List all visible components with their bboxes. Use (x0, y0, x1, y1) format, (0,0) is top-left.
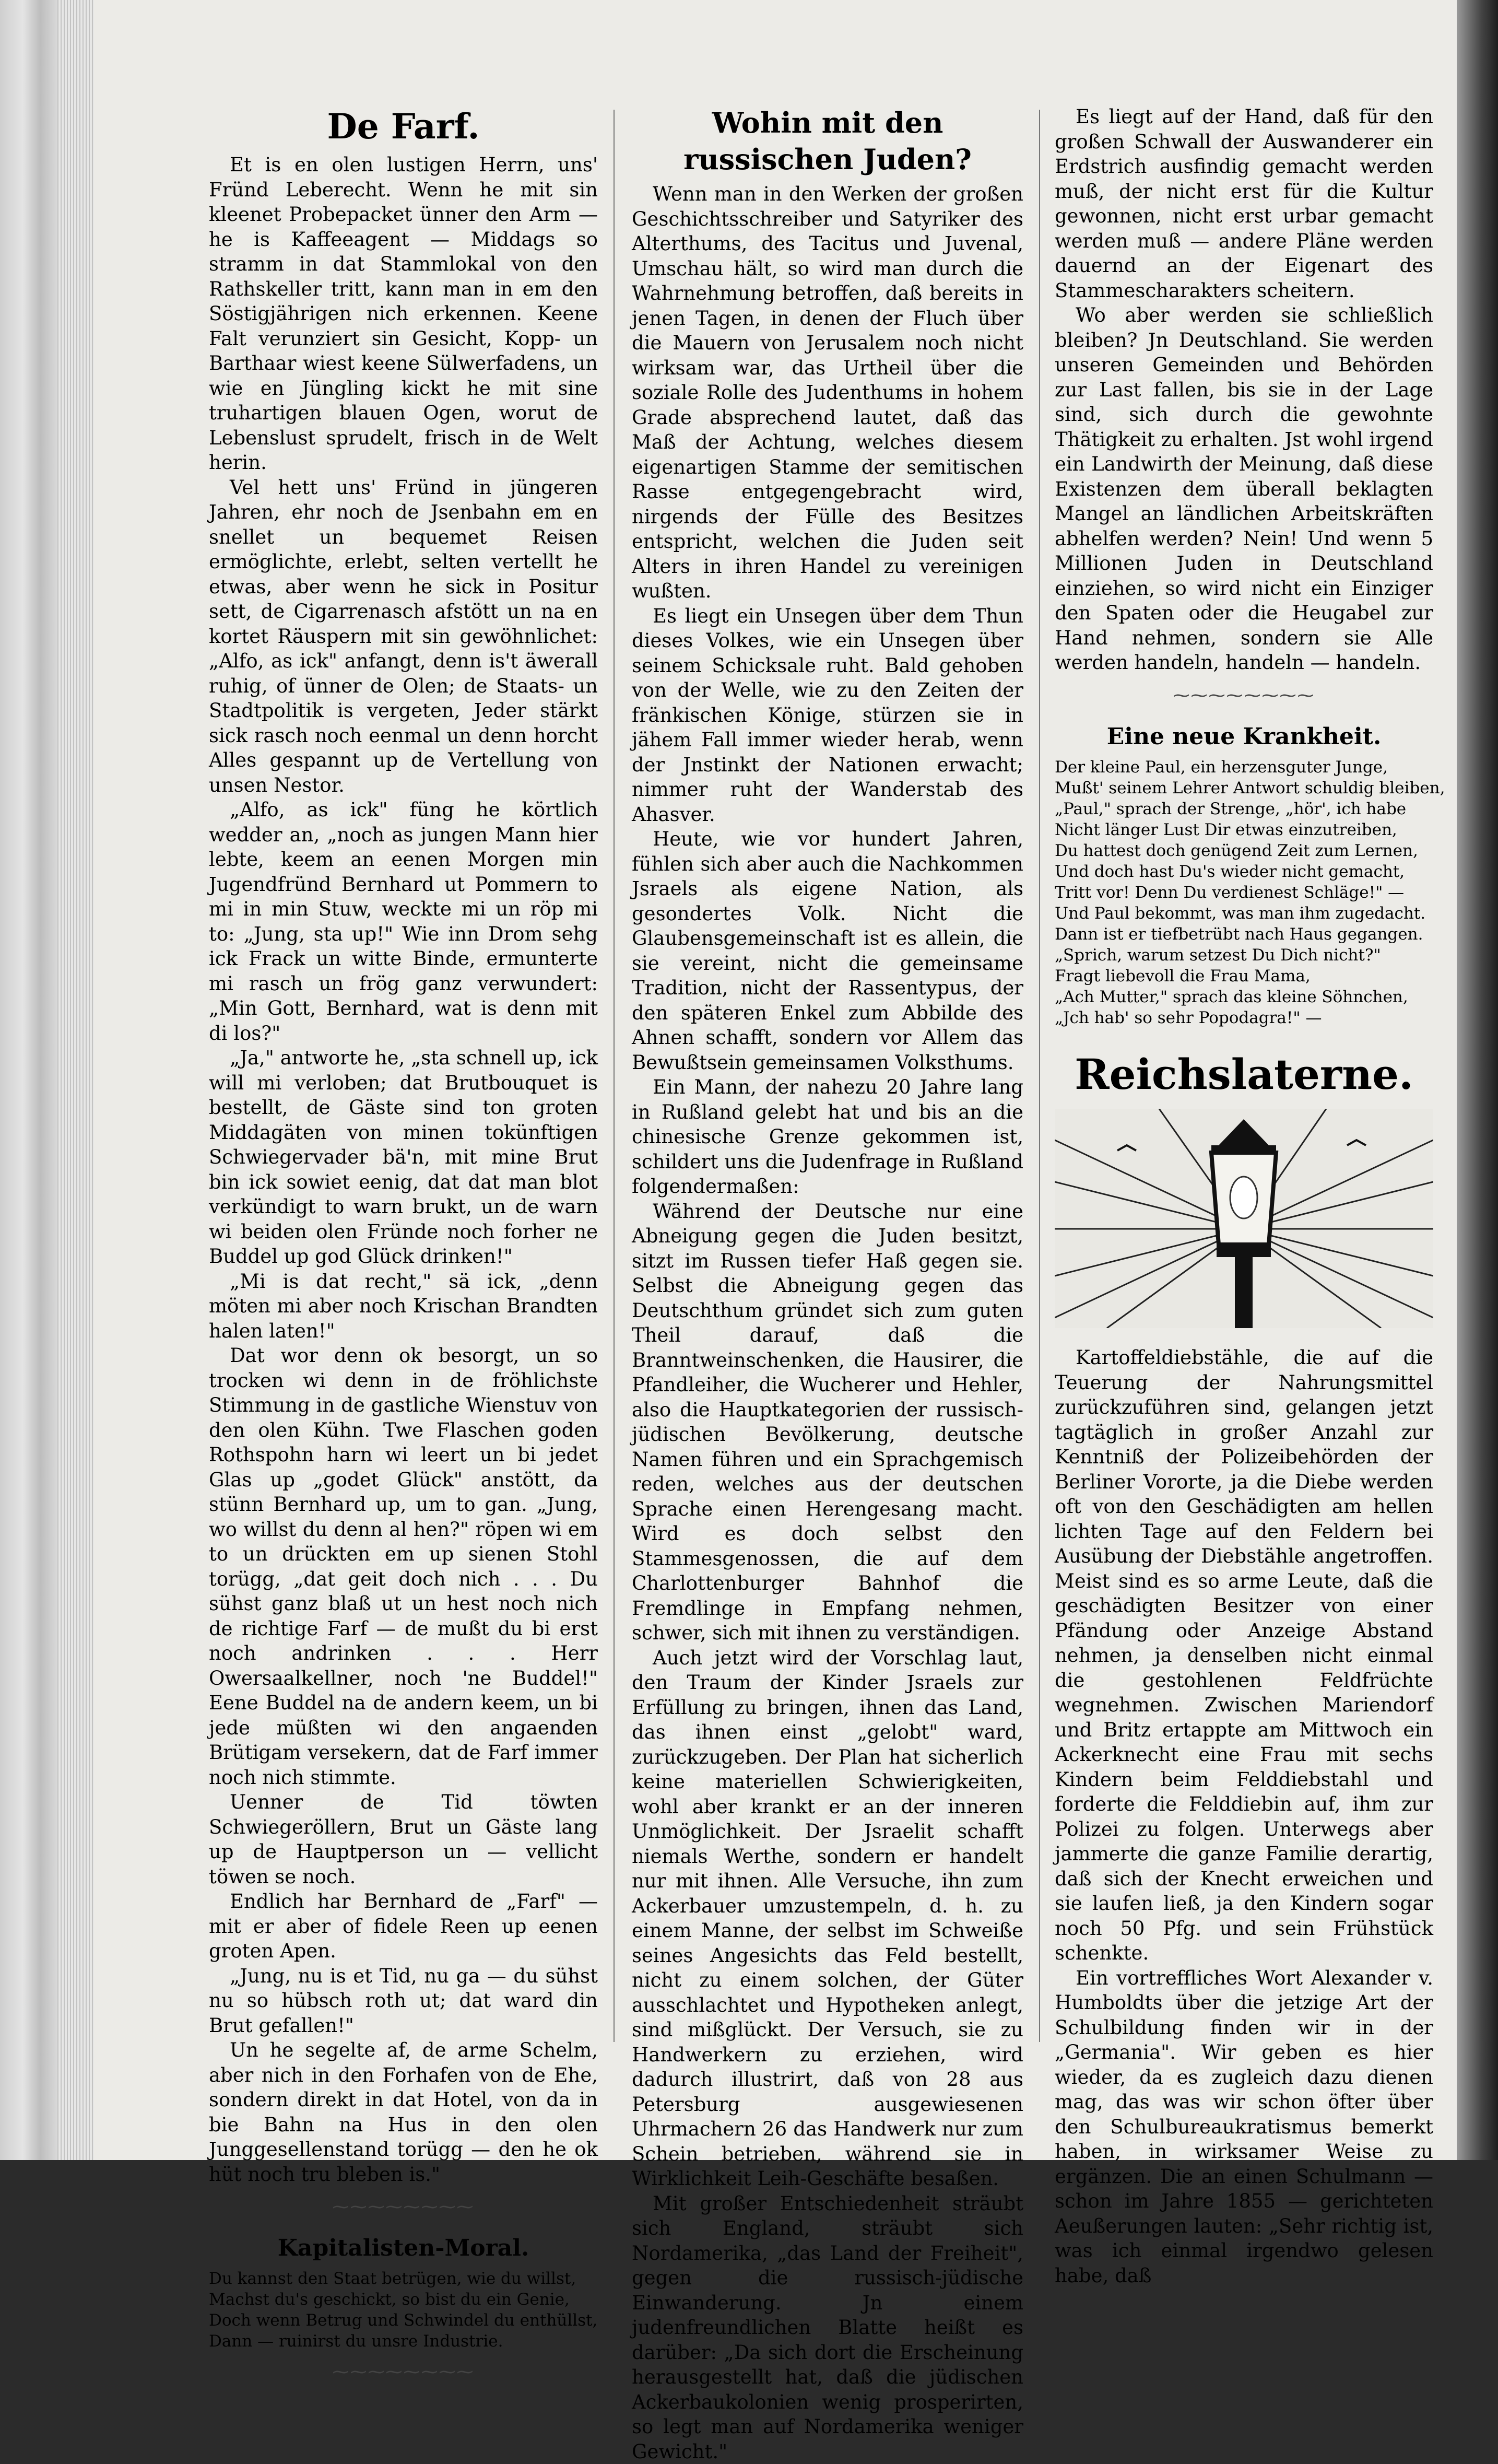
paragraph: Wo aber werden sie schließlich bleiben? Jn Deutschland. Sie werden unseren Gemeinden und Behörden zur Last fallen, bis sie in der Lage sind, sich durch die gewohnte Thätigkeit zu erhalten. Jst wohl irgend ein Landwirth der Meinung, daß diese Existenzen dem überall beklagten Mangel an ländlichen Arbeitskräften abhelfen werden? Nein! Und wenn 5 Millionen Juden in Deutschland einziehen, so wird nicht ein Einziger den Spaten oder die Heugabel zur Hand nehmen, sondern sie Alle werden handeln, handeln — handeln. (1055, 303, 1433, 675)
poem-line: Tritt vor! Denn Du verdienest Schläge!" — (1055, 882, 1433, 903)
paragraph: Endlich har Bernhard de „Farf" — mit er aber of fidele Reen up eenen groten Apen. (209, 1889, 598, 1964)
poem-line: Nicht länger Lust Dir etwas einzutreiben, (1055, 819, 1433, 840)
poem-line: Fragt liebevoll die Frau Mama, (1055, 966, 1433, 987)
paragraph: Während der Deutsche nur eine Abneigung gegen die Juden besitzt, sitzt im Russen tiefer Haß gegen sie. Selbst die Abneigung gegen das Deutschthum gründet sich zum guten Theil darauf, daß die Branntweinschenken, die Hausirer, die Pfandleiher, die Wucherer und Hehler, also die Hauptkategorien der russisch-jüdischen Bevölkerung, deutsche Namen führen und ein Sprachgemisch reden, welches aus der deutschen Sprache einen Herengesang macht. Wird es doch selbst den Stammesgenossen, die auf dem Charlottenburger Bahnhof die Fremdlinge in Empfang nehmen, schwer, sich mit ihnen zu verständigen. (632, 1199, 1023, 1646)
divider-ornament: ⁓⁓⁓⁓⁓⁓⁓⁓ (209, 2361, 598, 2382)
poem-line: Du kannst den Staat betrügen, wie du willst, (209, 2268, 598, 2289)
paragraph: Et is en olen lustigen Herrn, uns' Fründ Leberecht. Wenn he mit sin kleenet Probepacket ünner den Arm — he is Kaffeeagent — Middags so stramm in dat Stammlokal von den Rathskeller tritt, kann man in em den Söstigjährigen nich erkennen. Keene Falt verunziert sin Gesicht, Kopp- un Barthaar wiest keene Sülwerfadens, un wie en Jüngling kickt he mit sine truhartigen blauen Ogen, worut de Lebenslust sprudelt, frisch in de Welt herin. (209, 152, 598, 475)
poem-line: „Paul," sprach der Strenge, „hör', ich habe (1055, 799, 1433, 819)
divider-ornament: ⁓⁓⁓⁓⁓⁓⁓⁓ (209, 2196, 598, 2217)
poem (209, 2268, 598, 2352)
paragraph: Ein Mann, der nahezu 20 Jahre lang in Rußland gelebt hat und bis an die chinesische Grenze gekommen ist, schildert uns die Judenfrage in Rußland folgendermaßen: (632, 1075, 1023, 1199)
poem-line: Der kleine Paul, ein herzensguter Junge, (1055, 757, 1433, 778)
subhead-neue-krankheit: Eine neue Krankheit. (1055, 721, 1433, 753)
paragraph: Mit großer Entschiedenheit sträubt sich England, sträubt sich Nordamerika, „das Land der Freiheit", gegen die russisch-jüdische Einwanderung. Jn einem judenfreundlichen Blatte heißt es darüber: „Da sich dort die Erscheinung herausgestellt hat, daß die jüdischen Ackerbaukolonien wenig prosperirten, so legt man auf Nordamerika weniger Gewicht." (632, 2191, 1023, 2464)
poem-line: „Sprich, warum setzest Du Dich nicht?" (1055, 945, 1433, 966)
poem (1055, 757, 1433, 1028)
poem-line: Mußt' seinem Lehrer Antwort schuldig bleiben, (1055, 778, 1433, 799)
poem-line: Dann ist er tiefbetrübt nach Haus gegangen. (1055, 924, 1433, 945)
subhead-kapitalisten-moral: Kapitalisten-Moral. (209, 2233, 598, 2264)
poem-line: Dann — ruinirst du unsre Industrie. (209, 2331, 598, 2352)
paragraph: Kartoffeldiebstähle, die auf die Teuerung der Nahrungsmittel zurückzuführen sind, gelangen jetzt tagtäglich in großer Anzahl zur Kenntniß der Polizeibehörden der Berliner Vororte, ja die Diebe werden oft von den Geschädigten am hellen lichten Tage auf den Feldern bei Ausübung der Diebstähle angetroffen. Meist sind es so arme Leute, daß die geschädigten Besitzer von einer Pfändung oder Anzeige Abstand nehmen, ja denselben nicht einmal die gestohlenen Feldfrüchte wegnehmen. Zwischen Mariendorf und Britz ertappte am Mittwoch ein Ackerknecht eine Frau mit sechs Kindern beim Felddiebstahl und forderte die Felddiebin auf, ihm zur Polizei zu folgen. Unterwegs aber jammerte die ganze Familie derartig, daß sich der Knecht erweichen und sie laufen ließ, ja den Kindern sogar noch 50 Pfg. und sein Frühstück schenkte. (1055, 1345, 1433, 1966)
section-title-reichslaterne: Reichslaterne. (1055, 1049, 1433, 1099)
column-1 (209, 104, 598, 2391)
poem-line: Und Paul bekommt, was man ihm zugedacht. (1055, 903, 1433, 924)
column-rule-2 (1039, 110, 1040, 2042)
lantern-illustration (1055, 1109, 1433, 1328)
paragraph: „Ja," antworte he, „sta schnell up, ick will mi verloben; dat Brutbouquet is bestellt, de Gäste sind ton groten Middagäten von minen tokünftigen Schwiegervader bä'n, mit mine Brut bin ick sowiet eenig, dat dat man blot verkündigt to warn brukt, un de warn wi beiden olen Fründe noch forher ne Buddel up god Glück drinken!" (209, 1046, 598, 1269)
poem-line: „Ach Mutter," sprach das kleine Söhnchen, (1055, 987, 1433, 1007)
paragraph: „Jung, nu is et Tid, nu ga — du sühst nu so hübsch roth ut; dat ward din Brut gefallen!" (209, 1964, 598, 2038)
binding-edge (0, 0, 57, 2160)
column-2 (632, 104, 1023, 2464)
column-rule-1 (614, 110, 615, 2042)
paragraph: Es liegt auf der Hand, daß für den großen Schwall der Auswanderer ein Erdstrich ausfindig gemacht werden muß, der nicht erst für die Kultur gewonnen, nicht erst urbar gemacht werden muß — andere Pläne werden dauernd an der Eigenart des Stammescharakters scheitern. (1055, 104, 1433, 303)
stacked-pages-edge (57, 0, 94, 2160)
paragraph: Ein vortreffliches Wort Alexander v. Humboldts über die jetzige Art der Schulbildung finden wir in der „Germania". Wir geben es hier wieder, da es zugleich dazu dienen mag, das was wir schon öfter über den Schulbureaukratismus bemerkt haben, in wirksamer Weise zu ergänzen. Die an einen Schulmann — schon im Jahre 1855 — gerichteten Aeußerungen lauten: „Sehr richtig ist, was ich einmal irgendwo gelesen habe, daß (1055, 1966, 1433, 2289)
column-3 (1055, 104, 1433, 2288)
paragraph: Dat wor denn ok besorgt, un so trocken wi denn in de fröhlichste Stimmung in de gastliche Wienstuv von den olen Kühn. Twe Flaschen goden Rothspohn harn wi leert un bi jedet Glas up „godet Glück" anstött, da stünn Bernhard up, um to gan. „Jung, wo willst du denn al hen?" röpen wi em to un drückten em up sienen Stohl torügg, „dat geit doch nich . . . Du sühst ganz blaß ut un hest noch nich de richtige Farf — de mußt du bi erst noch andrinken . . . Herr Owersaalkellner, noch 'ne Buddel!" Eene Buddel na de andern keem, un bi jede müßten wi den angaenden Brütigam versekern, dat de Farf immer noch nich stimmte. (209, 1343, 598, 1790)
right-page-shadow (1457, 0, 1498, 2160)
paragraph: „Alfo, as ick" füng he körtlich wedder an, „noch as jungen Mann hier lebte, keem an eenen Morgen min Jugendfründ Bernhard ut Pommern to mi in min Stuw, weckte mi un röp mi to: „Jung, sta up!" Wie inn Drom sehg ick Frack un witte Binde, ermunterte mi rasch un frög ganz verwundert: „Min Gott, Bernhard, wat is denn mit di los?" (209, 797, 598, 1046)
paragraph: Wenn man in den Werken der großen Geschichtsschreiber und Satyriker des Alterthums, des Tacitus und Juvenal, Umschau hält, so wird man durch die Wahrnehmung betroffen, daß bereits in jenen Tagen, in denen der Fluch über die Mauern von Jerusalem noch nicht wirksam war, das Urtheil über die soziale Rolle des Judenthums in hohem Grade absprechend lautet, daß das Maß der Achtung, welches diesem eigenartigen Stamme der semitischen Rasse entgegengebracht wird, nirgends der Fülle des Besitzes entspricht, welchen die Juden seit Alters in ihren Handel zu vereinigen wußten. (632, 182, 1023, 604)
divider-ornament: ⁓⁓⁓⁓⁓⁓⁓⁓ (1055, 685, 1433, 706)
paragraph: Heute, wie vor hundert Jahren, fühlen sich aber auch die Nachkommen Jsraels als eigene Nation, als gesondertes Volk. Nicht die Glaubensgemeinschaft ist es allein, die sie vereint, nicht die gemeinsame Tradition, nicht der Rassentypus, der den späteren Enkel zum Abbilde des Ahnen schafft, sondern vor Allem das Bewußtsein gemeinsamen Volksthums. (632, 827, 1023, 1075)
poem-line: Du hattest doch genügend Zeit zum Lernen, (1055, 840, 1433, 861)
paragraph: Es liegt ein Unsegen über dem Thun dieses Volkes, wie ein Unsegen über seinem Schicksale ruht. Bald gehoben von der Welle, wie zu den Zeiten der fränkischen Könige, stürzen sie in jähem Fall immer wieder herab, wenn der Jnstinkt der Nationen erwacht; nimmer ruht der Wanderstab des Ahasver. (632, 604, 1023, 827)
paragraph: Un he segelte af, de arme Schelm, aber nich in den Forhafen von de Ehe, sondern direkt in dat Hotel, von da in bie Bahn na Hus in den olen Junggesellenstand torügg — den he ok hüt noch tru bleben is." (209, 2038, 598, 2187)
paragraph: „Mi is dat recht," sä ick, „denn möten mi aber noch Krischan Brandten halen laten!" (209, 1269, 598, 1344)
paragraph: Uenner de Tid töwten Schwiegeröllern, Brut un Gäste lang up de Hauptperson un — vellicht töwen se noch. (209, 1790, 598, 1889)
poem-line: Doch wenn Betrug und Schwindel du enthüllst, (209, 2310, 598, 2331)
poem-line: Machst du's geschickt, so bist du ein Genie, (209, 2289, 598, 2310)
poem-line: „Jch hab' so sehr Popodagra!" — (1055, 1007, 1433, 1028)
paragraph: Vel hett uns' Fründ in jüngeren Jahren, ehr noch de Jsenbahn em en snellet un bequemet Reisen ermöglichte, erlebt, selten vertellt he etwas, aber wenn he sick in Positur sett, de Cigarrenasch afstött un na en kortet Räuspern mit sin gewöhnlichet: „Alfo, as ick" anfangt, denn is't äwerall ruhig, of ünner de Olen; de Staats- un Stadtpolitik is vergeten, Jeder stärkt sick rasch noch eenmal un denn horcht Alles gespannt up de Vertellung von unsen Nestor. (209, 475, 598, 798)
paragraph: Auch jetzt wird der Vorschlag laut, den Traum der Kinder Jsraels zur Erfüllung zu bringen, ihnen das Land, das ihnen einst „gelobt" ward, zurückzugeben. Der Plan hat sicherlich keine materiellen Schwierigkeiten, wohl aber krankt er an der inneren Unmöglichkeit. Der Jsraelit schafft niemals Werthe, sondern er handelt nur mit ihnen. Alle Versuche, ihn zum Ackerbauer umzustempeln, d. h. zu einem Manne, der selbst im Schweiße seines Angesichts das Feld bestellt, nicht zu einem solchen, der Güter ausschlachtet und Hypotheken anlegt, sind mißglückt. Der Versuch, sie zu Handwerkern zu erziehen, wird dadurch illustrirt, daß von 28 aus Petersburg ausgewiesenen Uhrmachern 26 das Handwerk nur zum Schein betrieben, während sie in Wirklichkeit Leih-Geschäfte besaßen. (632, 1646, 1023, 2191)
poem-line: Und doch hast Du's wieder nicht gemacht, (1055, 861, 1433, 882)
article-title-de-farf: De Farf. (209, 104, 598, 148)
article-title-russische-juden: Wohin mit den russischen Juden? (632, 104, 1023, 178)
